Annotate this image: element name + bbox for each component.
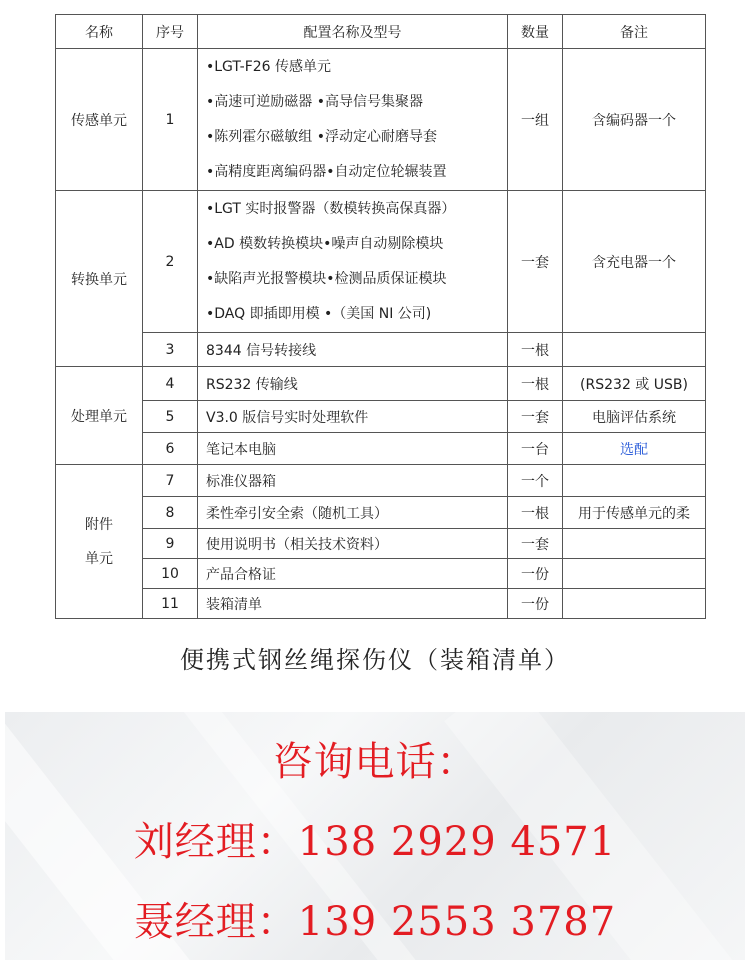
header-cell-number: 序号 [143,15,198,49]
table-row [56,465,706,497]
config-item: 产品合格证 [206,566,276,583]
config-item: •LGT-F26 传感单元 [206,58,332,75]
remark-cell: 用于传感单元的柔 [563,497,706,529]
item-number-cell: 5 [143,401,198,433]
config-cell [198,589,508,619]
contact-title: 咨询电话： [272,739,478,785]
packing-list-table [55,14,706,619]
remark-cell [563,589,706,619]
config-item: •缺陷声光报警模块•检测品质保证模块 [206,270,447,287]
category-label: 附件 [85,516,113,533]
contact-line-liu: 刘经理：138 2929 4571 [133,819,617,865]
config-item: 标准仪器箱 [206,473,276,490]
config-item: •AD 模数转换模块•噪声自动剔除模块 [206,235,444,252]
item-number-cell: 9 [143,529,198,559]
optional-note-link: 选配 [563,433,706,465]
quantity-cell: 一份 [508,559,563,589]
config-cell [198,191,508,333]
quantity-cell: 一根 [508,367,563,401]
table-row [56,497,706,529]
config-item: 装箱清单 [206,596,262,613]
table-row [56,49,706,191]
item-number-cell: 3 [143,333,198,367]
table-row [56,367,706,401]
config-item: V3.0 版信号实时处理软件 [206,409,369,426]
remark-cell [563,559,706,589]
category-label: 处理单元 [71,408,127,425]
category-cell [56,49,143,191]
remark-cell: 电脑评估系统 [563,401,706,433]
config-item: 柔性牵引安全索（随机工具） [206,505,388,522]
category-label: 传感单元 [71,112,127,129]
config-item: •DAQ 即插即用模 •（美国 NI 公司) [206,305,432,322]
config-cell [198,367,508,401]
quantity-cell: 一套 [508,191,563,333]
config-cell [198,559,508,589]
table-header-row [56,15,706,49]
table-row [56,333,706,367]
item-number-cell: 10 [143,559,198,589]
table-body [56,49,706,619]
category-cell [56,367,143,465]
config-item: •高速可逆励磁器 •高导信号集聚器 [206,93,423,110]
item-number-cell: 2 [143,191,198,333]
item-number-cell: 6 [143,433,198,465]
remark-cell [563,465,706,497]
item-number-cell: 7 [143,465,198,497]
config-cell [198,433,508,465]
config-item: RS232 传输线 [206,376,298,393]
remark-cell: 含充电器一个 [563,191,706,333]
config-item: 笔记本电脑 [206,441,276,458]
config-cell [198,497,508,529]
config-cell [198,529,508,559]
category-cell [56,191,143,367]
contact-panel [5,712,745,960]
config-cell [198,401,508,433]
quantity-cell: 一根 [508,333,563,367]
config-item: 8344 信号转接线 [206,342,317,359]
config-cell [198,333,508,367]
table-row [56,433,706,465]
table-row [56,589,706,619]
table-row [56,191,706,333]
config-cell [198,465,508,497]
table-row [56,559,706,589]
remark-cell [563,333,706,367]
category-cell [56,465,143,619]
item-number-cell: 1 [143,49,198,191]
quantity-cell: 一套 [508,529,563,559]
quantity-cell: 一台 [508,433,563,465]
category-label: 单元 [85,550,113,567]
config-item: 使用说明书（相关技术资料） [206,536,388,553]
item-number-cell: 11 [143,589,198,619]
quantity-cell: 一组 [508,49,563,191]
config-item: •高精度距离编码器•自动定位轮辗装置 [206,163,447,180]
remark-cell [563,529,706,559]
contact-line-nie: 聂经理：139 2553 3787 [133,899,617,945]
category-label: 转换单元 [71,271,127,288]
quantity-cell: 一份 [508,589,563,619]
config-item: •陈列霍尔磁敏组 •浮动定心耐磨导套 [206,128,437,145]
quantity-cell: 一个 [508,465,563,497]
item-number-cell: 4 [143,367,198,401]
remark-cell: (RS232 或 USB) [563,367,706,401]
table-row [56,529,706,559]
quantity-cell: 一套 [508,401,563,433]
remark-cell: 含编码器一个 [563,49,706,191]
quantity-cell: 一根 [508,497,563,529]
header-cell-name: 名称 [56,15,143,49]
config-item: •LGT 实时报警器（数模转换高保真器） [206,200,456,217]
item-number-cell: 8 [143,497,198,529]
table-caption: 便携式钢丝绳探伤仪（装箱清单） [180,646,570,674]
config-cell [198,49,508,191]
header-cell-quantity: 数量 [508,15,563,49]
header-cell-config: 配置名称及型号 [198,15,508,49]
table-row [56,401,706,433]
header-cell-remark: 备注 [563,15,706,49]
